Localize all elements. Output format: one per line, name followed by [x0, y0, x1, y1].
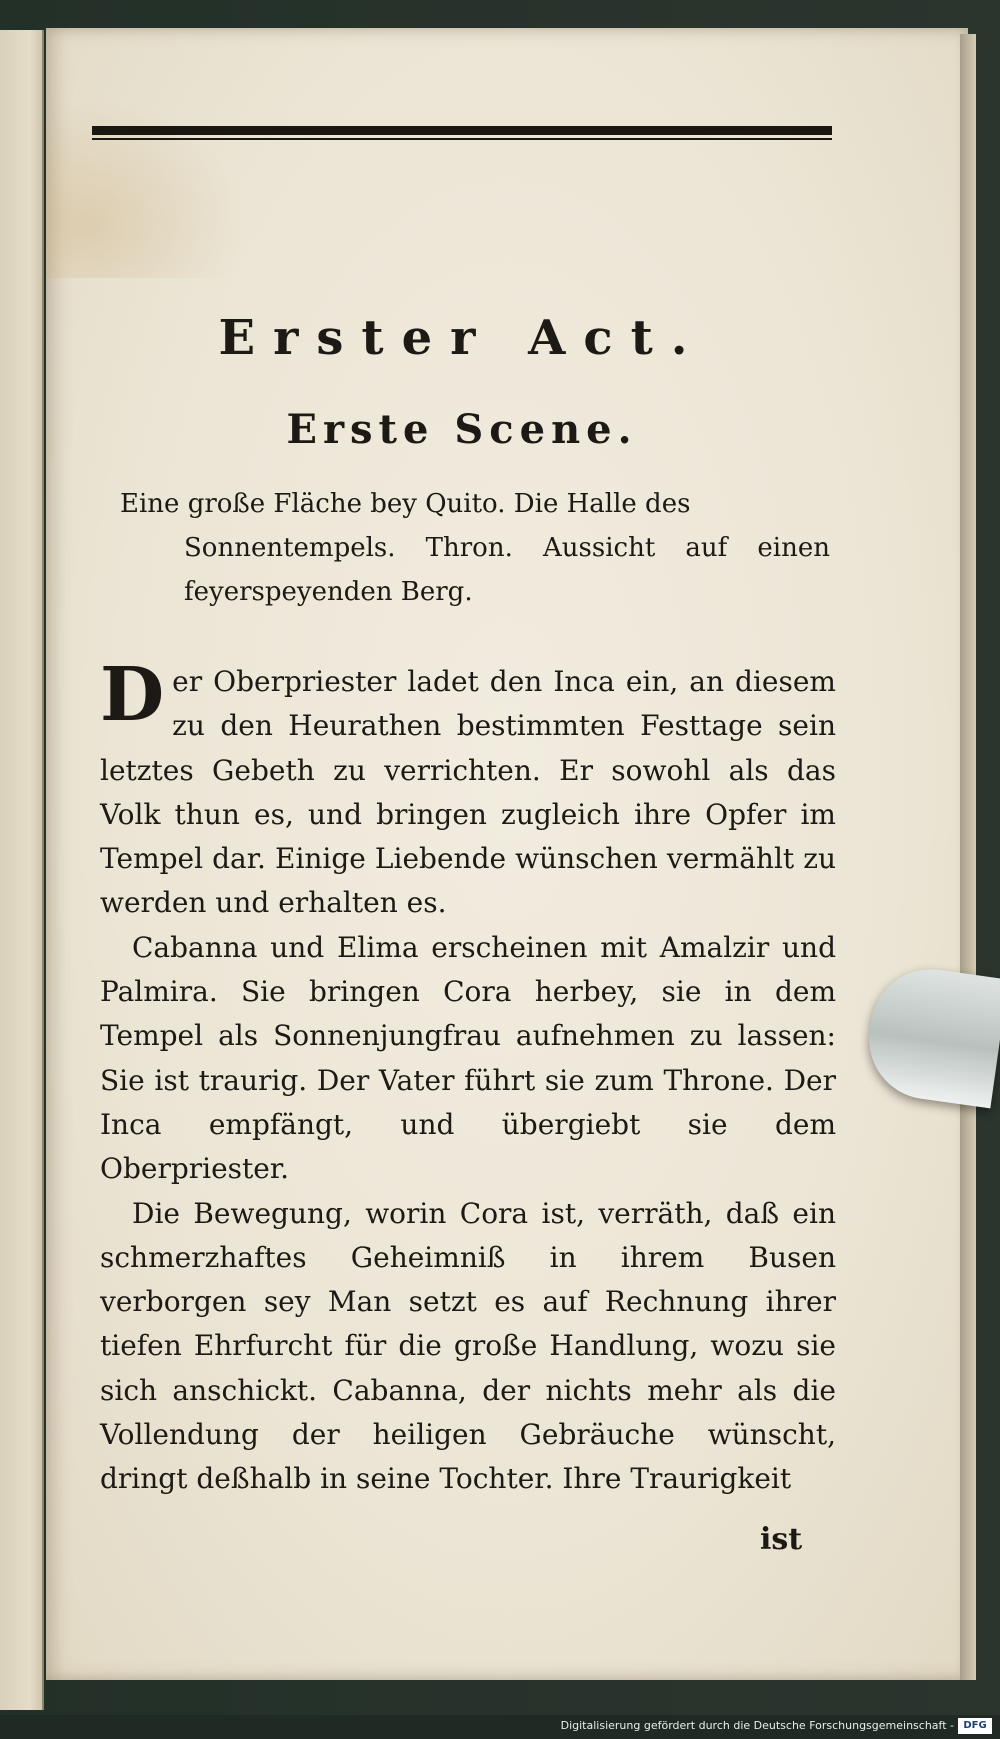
- setting-line-1: Eine große Fläche bey Quito. Die Halle des: [120, 489, 691, 519]
- setting-line-2: Sonnentempels. Thron. Aussicht auf einen feyerspeyenden Berg.: [184, 533, 830, 607]
- page-stain: [46, 98, 246, 278]
- header-rule: [92, 126, 832, 142]
- dfg-logo-icon: DFG: [958, 1718, 992, 1734]
- scene-title: Erste Scene.: [286, 406, 638, 453]
- paragraph-1-text: er Oberpriester ladet den Inca ein, an diesem zu den Heurathen bestimmten Festtage sein letztes Gebeth zu verrichten. Er sowohl als das Volk thun es, und bringen zugleich ihre Opfer im Tempel dar. Einige Liebende wünschen vermählt zu werden und erhalten es.: [100, 665, 836, 920]
- drop-cap: D: [100, 652, 165, 738]
- paragraph-2: Cabanna und Elima erscheinen mit Amalzir und Palmira. Sie bringen Cora herbey, sie in dem Tempel als Sonnenjungfrau aufnehmen zu lassen: Sie ist traurig. Der Vater führt sie zum Throne. Der Inca empfängt, und übergiebt sie dem Oberpriester.: [100, 930, 836, 1186]
- catchword: ist: [760, 1522, 803, 1557]
- page-edge: [960, 34, 976, 1680]
- scene-setting: [120, 482, 830, 614]
- facing-page-edge: [0, 30, 44, 1710]
- paragraph-3: Die Bewegung, worin Cora ist, verräth, daß ein schmerzhaftes Geheimniß in ihrem Busen verborgen sey Man setzt es auf Rechnung ihrer tiefen Ehrfurcht für die große Handlung, wozu sie sich anschickt. Cabanna, der nichts mehr als die Vollendung der heiligen Gebräuche wünscht, dringt deßhalb in seine Tochter. Ihre Traurigkeit: [100, 1196, 836, 1496]
- footer-note: Digitalisierung gefördert durch die Deutsche Forschungsgemeinschaft -: [560, 1719, 954, 1732]
- body-text: [100, 652, 836, 1502]
- act-title: Erster Act.: [218, 310, 706, 366]
- paragraph-1: [100, 652, 836, 926]
